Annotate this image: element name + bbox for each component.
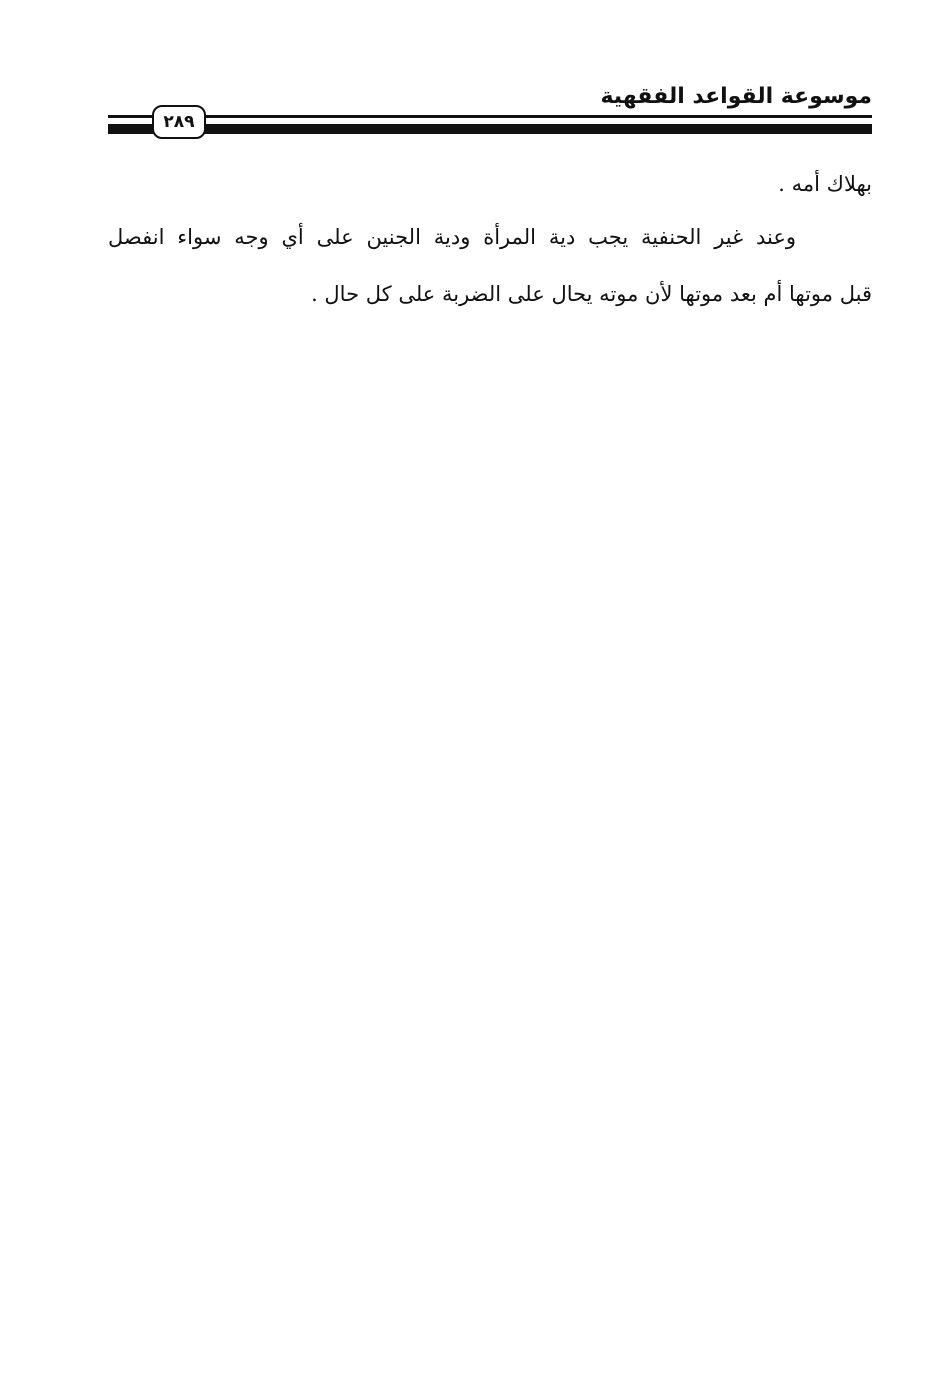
book-title: موسوعة القواعد الفقهية (600, 84, 872, 109)
text-line: قبل موتها أم بعد موتها لأن موته يحال على الضربة على كل حال . (311, 282, 872, 306)
text-line: وعند غير الحنفية يجب دية المرأة ودية الجنين على أي وجه سواء انفصل (108, 225, 796, 249)
text-line: بهلاك أمه . (778, 172, 872, 196)
header-rule-thin (108, 115, 872, 118)
header-rule-thick (108, 124, 872, 134)
page-number: ٢٨٩ (152, 105, 206, 139)
page-header (108, 82, 872, 142)
